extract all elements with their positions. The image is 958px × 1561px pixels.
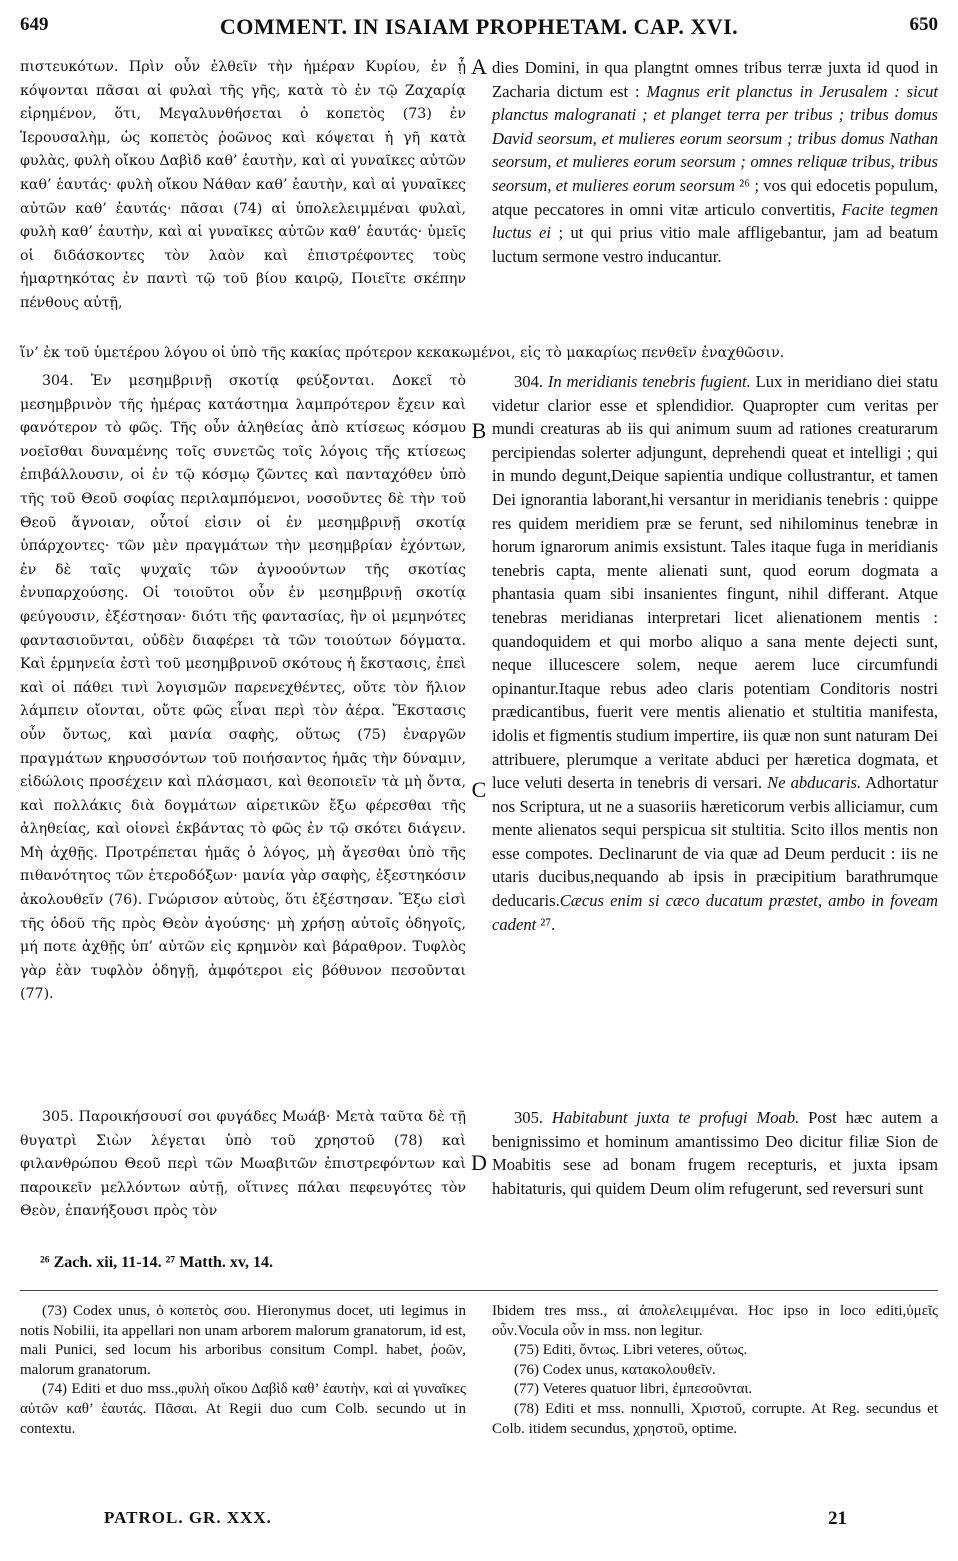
margin-letter-d: D [471,1150,487,1175]
greek-column-304 [20,370,466,1007]
greek-paragraph-305: 305. Παροικήσουσί σοι φυγάδες Μωάβ· Μετὰ ταῦτα δὲ τῇ θυγατρὶ Σιὼν λέγεται ὑπὸ τοῦ χρηστοῦ (78) καὶ φιλανθρώπου Θεοῦ περὶ τῶν Μωαβιτῶν ἐπιστρεφόντων καὶ παροικεῖν μελλόντων αὐτῇ, οἵτινες πάλαι πεφευγότες τὸν Θεὸν, ἐπανήξουσι πρὸς τὸν [20,1109,466,1220]
footnote: (77) Veteres quatuor libri, ἐμπεσοῦνται. [514,1381,753,1398]
running-title: COMMENT. IN ISAIAM PROPHETAM. CAP. XVI. [219,14,739,39]
latin-paragraph [492,56,938,268]
section-number: 304. [514,372,544,391]
greek-paragraph: πιστευκότων. Πρὶν οὖν ἐλθεῖν τὴν ἡμέραν Κυρίου, ἐν ᾗ κόψονται πᾶσαι αἱ φυλαὶ τῆς γῆς, κατὰ τὸ ἐν τῷ Ζαχαρίᾳ εἰρημένον, ὅτι, Μεγαλυνθήσεται ὁ κοπετὸς (73) ἐν Ἱερουσαλὴμ, ὡς κοπετὸς ῥοῶνος καὶ κόψεται ἡ γῆ κατὰ φυλὰς, φυλὴ οἴκου Δαβὶδ καθ’ ἑαυτὴν, καὶ αἱ γυναῖκες αὐτῶν καθ’ ἑαυτάς· φυλὴ οἴκου Νάθαν καθ’ ἑαυτὴν, καὶ αἱ γυναῖκες αὐτῶν καθ’ ἑαυτάς· πᾶσαι (74) αἱ ὑπολελειμμέναι φυλαὶ, φυλὴ καθ’ ἑαυτὴν, καὶ αἱ γυναῖκες αὐτῶν καθ’ ἑαυτάς· ὑμεῖς οἱ διδάσκοντες τὸν λαὸν καὶ ἐπιστρέφοντες τοὺς ἡμαρτηκότας ἐν παντὶ τῷ τοῦ βίου καιρῷ, Ποιεῖτε σκέπην πένθους αὐτῇ, [20,59,466,311]
latin-text: Adhortatur nos Scriptura, ut ne a suasoriis hæreticorum verbis alliciamur, cum mente alienatos sequi perspicua sit stultitia. Scito illos mentis non esse compotes. Declinarunt de via quæ ad Deum perducit : iis ne utaris ducibus,nequando ab ipsis in præcipitium barathrumque deducaris. [492,773,938,911]
footnote: Ibidem tres mss., αἱ ἀπολελειμμέναι. Hoc ipso in loco editi,ὑμεῖς οὖν.Vocula οὖν in mss. non legitur. [492,1303,938,1339]
notes-right-column [492,1302,938,1439]
latin-italic-quote: Facite tegmen luctus ei [492,199,938,243]
latin-paragraph-304 [492,370,938,936]
notes-left-column [20,1302,466,1439]
footnote: (74) Editi et duo mss.,φυλὴ οἴκου Δαβὶδ καθ’ ἑαυτὴν, καὶ αἱ γυναῖκες αὐτῶν καθ’ ἑαυτάς. Πᾶσαι. At Regii duo cum Colb. secundo ut in contextu. [20,1381,466,1437]
footer-series: PATROL. GR. XXX. [104,1508,272,1527]
latin-column-304 [492,370,938,936]
latin-lemma: Ne abducaris. [767,773,862,793]
greek-column-305 [20,1106,466,1224]
page-number-left: 649 [20,14,49,35]
margin-letter-a: A [471,54,487,79]
latin-lemma: In meridianis tenebris fugient. [547,372,751,391]
page-number-right: 650 [909,14,938,35]
margin-letter-b: B [471,418,487,443]
latin-text: ²⁶ ; vos qui edocetis populum, atque peccatores in omni vitæ articulo convertitis, [492,175,939,219]
section-number: 305. [514,1108,544,1127]
latin-text: ; ut qui prius vitio male affligebantur, jam ad beatum luctum sermone vestro inducantur. [492,223,938,266]
latin-italic-quote: Magnus erit planctus in Jerusalem : sicut planctus malogranati ; et planget terra per tribus ; tribus domus David seorsum, et mulieres eorum seorsum ; tribus domus Nathan seorsum, et mulieres eorum seorsum ; omnes reliquæ tribus, tribus seorsum, et mulieres eorum seorsum [492,81,938,195]
latin-lemma: Habitabunt juxta te profugi Moab. [551,1108,800,1127]
bible-references: ²⁶ Zach. xii, 11-14. ²⁷ Matth. xv, 14. [40,1254,273,1271]
notes-divider [20,1290,938,1291]
latin-italic-quote: Cæcus enim si cæco ducatum præstet, ambo in foveam cadent [492,891,938,934]
latin-text: dies Domini, in qua plangtnt omnes tribus terræ juxta id quod in Zacharia dictum est : [492,58,938,101]
latin-column-305 [492,1106,938,1200]
footnote: (78) Editi et mss. nonnulli, Χριστοῦ, corrupte. At Reg. secundus et Colb. itidem secundus, χρηστοῦ, optime. [492,1400,938,1437]
footnote-ref: ²⁷. [540,914,556,934]
latin-paragraph-305 [492,1106,938,1200]
footnote: (75) Editi, ὄντως. Libri veteres, οὕτως. [514,1342,748,1359]
greek-paragraph-304: 304. Ἐν μεσημβρινῇ σκοτίᾳ φεύξονται. Δοκεῖ τὸ μεσημβρινὸν τῆς ἡμέρας κατάστημα λαμπρότερον ἔχειν καὶ φανότερον τὸ φῶς. Τῆς οὖν ἀληθείας ἀπὸ κτίσεως κόσμου νοεῖσθαι δυναμένης τοῖς συνετῶς τοῖς λόγοις τῆς κτίσεως ἐπιβάλλουσιν, οἱ ἐν τῷ κόσμῳ ζῶντες καὶ πανταχόθεν ὑπὸ τῆς τοῦ Θεοῦ σοφίας περιλαμπόμενοι, νοσοῦντες δὲ τὴν τοῦ Θεοῦ ἄγνοιαν, οὗτοί εἰσιν οἱ ἐν μεσημβρινῇ σκοτίᾳ ὑπάρχοντες· τῶν μὲν πραγμάτων τὴν μεσημβρίαν ἐχόντων, ἐν δὲ ταῖς ψυχαῖς τῶν ἀγνοούντων τῆς σκοτίας ἐνυπαρχούσης. Οἱ τοιοῦτοι οὖν ἐν μεσημβρινῇ σκοτίᾳ φεύγουσιν, ἐξέστησαν· διότι τῆς φαντασίας, ἣν οἱ μεμηνότες φαντασιοῦνται, οὐδὲν διαφέρει τὰ τῶν τοιούτων δόγματα. Καὶ ἑρμηνεία ἐστὶ τοῦ μεσημβρινοῦ σκότους ἡ ἔκστασις, ἐπεὶ καὶ οἱ πάθει τινὶ λογισμῶν παρενεχθέντες, οὔτε τὸν ἥλιον λάμπειν οἴονται, οὔτε φῶς εἶναι περὶ τὸν ἀέρα. Ἔκστασις οὖν ὄντως, καὶ μανία σαφὴς, οὕτως (75) ἐναργῶν πραγμάτων κηρυσσόντων τοῦ ποιήσαντος ἡμᾶς τὴν δύναμιν, εἰδώλοις προσέχειν καὶ πλάσμασι, καὶ θεοποιεῖν τὰ μὴ ὄντα, καὶ πολλάκις διὰ δογμάτων αἱρετικῶν ἔξω φέρεσθαι τῆς ἀληθείας, καὶ οἱονεὶ ἐκβάντας τὸ φῶς ἐν τῷ σκότει διάγειν. Μὴ ἀχθῇς. Προτρέπεται ἡμᾶς ὁ λόγος, μὴ ἄγεσθαι ὑπὸ τῆς πιθανότητος τῶν ἑτεροδόξων· μανία γὰρ σαφὴς, ἐξεστηκόσιν ἀκολουθεῖν (76). Γνώρισον αὐτοὺς, ὅτι ἐξέστησαν. Ἔξω εἰσὶ τῆς ὁδοῦ τῆς πρὸς Θεὸν ἀγούσης· μὴ χρήσῃ αὐτοῖς ὁδηγοῖς, μή ποτε ἀχθῇς ὑπ’ αὐτῶν εἰς κρημνὸν καὶ βάραθρον. Τυφλὸς γὰρ ἐὰν τυφλὸν ὁδηγῇ, ἀμφότεροι εἰς βόθυνον πεσοῦνται (77). [20,373,466,1003]
footer-signature: 21 [828,1508,847,1529]
greek-full-width-line: ἵν’ ἐκ τοῦ ὑμετέρου λόγου οἱ ὑπὸ τῆς κακίας πρότερον κεκακωμένοι, εἰς τὸ μακαρίως πενθεῖν ἐναχθῶσιν. [20,345,785,361]
margin-letter-c: C [471,777,487,802]
footnote: (76) Codex unus, κατακολουθεῖν. [514,1361,716,1378]
latin-text: Post hæc autem a benignissimo et hominum amantissimo Deo dicitur filiæ Sion de Moabitis sese ad bonam frugem recepturis, et juxta ipsam habitaturis, qui quidem Deum olim refugerunt, sed reversuri sunt [492,1108,938,1198]
latin-text: Lux in meridiano diei statu videtur clarior esse et splendidior. Quapropter cum veritas per mundi creaturas ab iis qui animum suum ad rationes creaturarum percipiendas solerter adjungunt, deprehendi queat et intelligi ; qui in mundo degunt,Deique sapientia undique collustrantur, et tamen Dei ignorantia laborant,hi versantur in meridianis tenebris : quippe res quidem meridiem præ se ferunt, sed nihilominus tenebræ in horum ignarorum animis exsistunt. Tales itaque fuga in meridianis tenebris capta, mente alienati sunt, quod eorum dogmata a phantasia quam sibi insanientes fingunt, nihil differant. Atque tenebras meridianas interpretari licet alienationem mentis : quandoquidem et qui morbo aliquo a sana mente dejecti sunt, neque illucescere solem, neque aerem luce circumfundi opinantur.Itaque rebus adeo claris potentiam Conditoris nostri prædicantibus, fuerit vere mentis alienatio et stultitia manifesta, idolis et figmentis studium impertire, iis quæ non sunt naturam Dei attribuere, plerumque a veritate abduci per hæretica dogmata, et luce veluti deserta in tenebris di versari. [492,372,938,793]
latin-column-top [492,56,938,268]
footnote: (73) Codex unus, ὁ κοπετὸς σου. Hieronymus docet, uti legimus in notis Nobilii, ita appellari non unam arborem malorum granatorum, id est, mali Punici, sed locum his arboribus consitum Compl. habet, ῥοῶν, malorum granatorum. [20,1303,466,1378]
greek-column-top [20,56,466,316]
running-header [20,14,938,44]
